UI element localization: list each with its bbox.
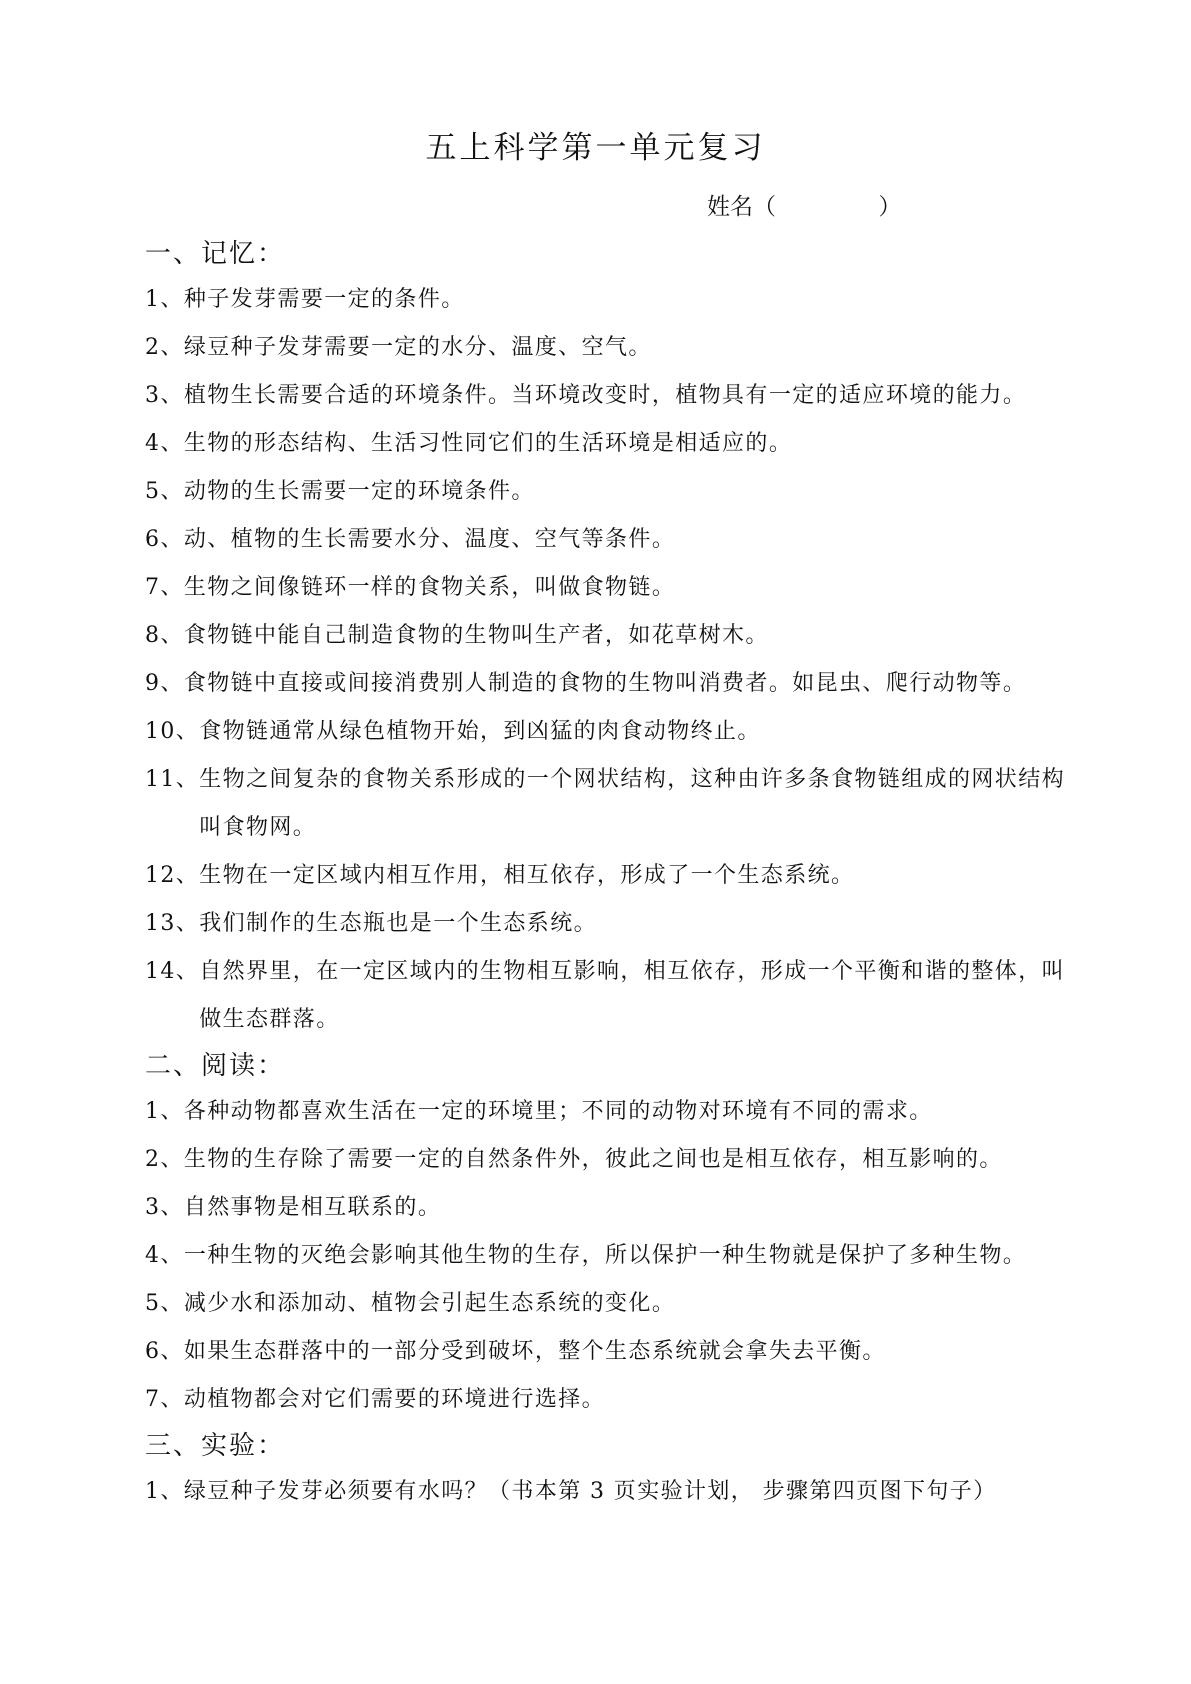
list-item	[145, 324, 1065, 372]
item-text: 生物的生存除了需要一定的自然条件外，彼此之间也是相互依存，相互影响的。	[183, 1147, 1003, 1172]
item-number: 1、	[145, 287, 184, 312]
list-item	[145, 1280, 1065, 1328]
item-number: 5、	[145, 1291, 184, 1316]
item-text: 动植物都会对它们需要的环境进行选择。	[183, 1387, 606, 1412]
item-number: 8、	[145, 623, 184, 648]
item-number: 1、	[145, 1099, 184, 1124]
item-text: 绿豆种子发芽必须要有水吗？（书本第 3 页实验计划， 步骤第四页图下句子）	[183, 1479, 997, 1504]
item-number: 3、	[145, 1195, 184, 1220]
section-experiment	[145, 1424, 1065, 1516]
item-text: 植物生长需要合适的环境条件。当环境改变时，植物具有一定的适应环境的能力。	[183, 383, 1027, 408]
page-title: 五上科学第一单元复习	[425, 130, 766, 166]
item-text: 生物在一定区域内相互作用，相互依存，形成了一个生态系统。	[199, 863, 855, 888]
list-item	[145, 1328, 1065, 1376]
item-number: 2、	[145, 335, 184, 360]
item-number: 6、	[145, 1339, 184, 1364]
name-field-label: 姓名（ ）	[707, 194, 902, 220]
item-list	[145, 1468, 1065, 1516]
item-text: 减少水和添加动、植物会引起生态系统的变化。	[183, 1291, 676, 1316]
list-item	[145, 564, 1065, 612]
item-number: 3、	[145, 383, 184, 408]
list-item	[145, 1088, 1065, 1136]
item-text: 自然界里，在一定区域内的生物相互影响，相互依存，形成一个平衡和谐的整体，叫做生态群落。	[199, 959, 1066, 1032]
item-number: 7、	[145, 575, 184, 600]
list-item	[145, 372, 1065, 420]
item-text: 生物的形态结构、生活习性同它们的生活环境是相适应的。	[183, 431, 793, 456]
section-reading	[145, 1044, 1065, 1424]
list-item	[145, 756, 1065, 852]
item-number: 2、	[145, 1147, 184, 1172]
item-number: 12、	[145, 863, 200, 888]
item-text: 我们制作的生态瓶也是一个生态系统。	[199, 911, 598, 936]
item-text: 食物链中直接或间接消费别人制造的食物的生物叫消费者。如昆虫、爬行动物等。	[183, 671, 1027, 696]
item-number: 9、	[145, 671, 184, 696]
item-text: 动、植物的生长需要水分、温度、空气等条件。	[183, 527, 676, 552]
list-item	[145, 276, 1065, 324]
list-item	[145, 948, 1065, 1044]
item-number: 6、	[145, 527, 184, 552]
list-item	[145, 660, 1065, 708]
item-number: 4、	[145, 1243, 184, 1268]
item-number: 13、	[145, 911, 200, 936]
list-item	[145, 708, 1065, 756]
section-heading: 一、记忆：	[145, 239, 286, 269]
item-text: 动物的生长需要一定的环境条件。	[183, 479, 535, 504]
item-text: 食物链中能自己制造食物的生物叫生产者，如花草树木。	[183, 623, 769, 648]
item-text: 如果生态群落中的一部分受到破坏，整个生态系统就会拿失去平衡。	[183, 1339, 886, 1364]
list-item	[145, 852, 1065, 900]
item-number: 10、	[145, 719, 200, 744]
item-number: 4、	[145, 431, 184, 456]
item-list	[145, 276, 1065, 1044]
item-text: 各种动物都喜欢生活在一定的环境里；不同的动物对环境有不同的需求。	[183, 1099, 933, 1124]
item-number: 5、	[145, 479, 184, 504]
item-text: 自然事物是相互联系的。	[183, 1195, 442, 1220]
item-text: 生物之间像链环一样的食物关系，叫做食物链。	[183, 575, 676, 600]
list-item	[145, 516, 1065, 564]
list-item	[145, 900, 1065, 948]
section-heading: 三、实验：	[145, 1431, 286, 1461]
item-number: 1、	[145, 1479, 184, 1504]
item-number: 7、	[145, 1387, 184, 1412]
section-heading: 二、阅读：	[145, 1051, 286, 1081]
item-text: 一种生物的灭绝会影响其他生物的生存，所以保护一种生物就是保护了多种生物。	[183, 1243, 1027, 1268]
item-text: 食物链通常从绿色植物开始，到凶猛的肉食动物终止。	[199, 719, 761, 744]
section-memory	[145, 232, 1065, 1044]
list-item	[145, 420, 1065, 468]
item-number: 14、	[145, 959, 200, 984]
list-item	[145, 1232, 1065, 1280]
item-text: 种子发芽需要一定的条件。	[183, 287, 465, 312]
list-item	[145, 1376, 1065, 1424]
item-text: 生物之间复杂的食物关系形成的一个网状结构，这种由许多条食物链组成的网状结构叫食物网。	[199, 767, 1066, 840]
item-list	[145, 1088, 1065, 1424]
list-item	[145, 612, 1065, 660]
list-item	[145, 1184, 1065, 1232]
list-item	[145, 1468, 1065, 1516]
item-text: 绿豆种子发芽需要一定的水分、温度、空气。	[183, 335, 652, 360]
item-number: 11、	[145, 767, 200, 792]
list-item	[145, 468, 1065, 516]
list-item	[145, 1136, 1065, 1184]
worksheet-content	[145, 232, 1065, 1516]
